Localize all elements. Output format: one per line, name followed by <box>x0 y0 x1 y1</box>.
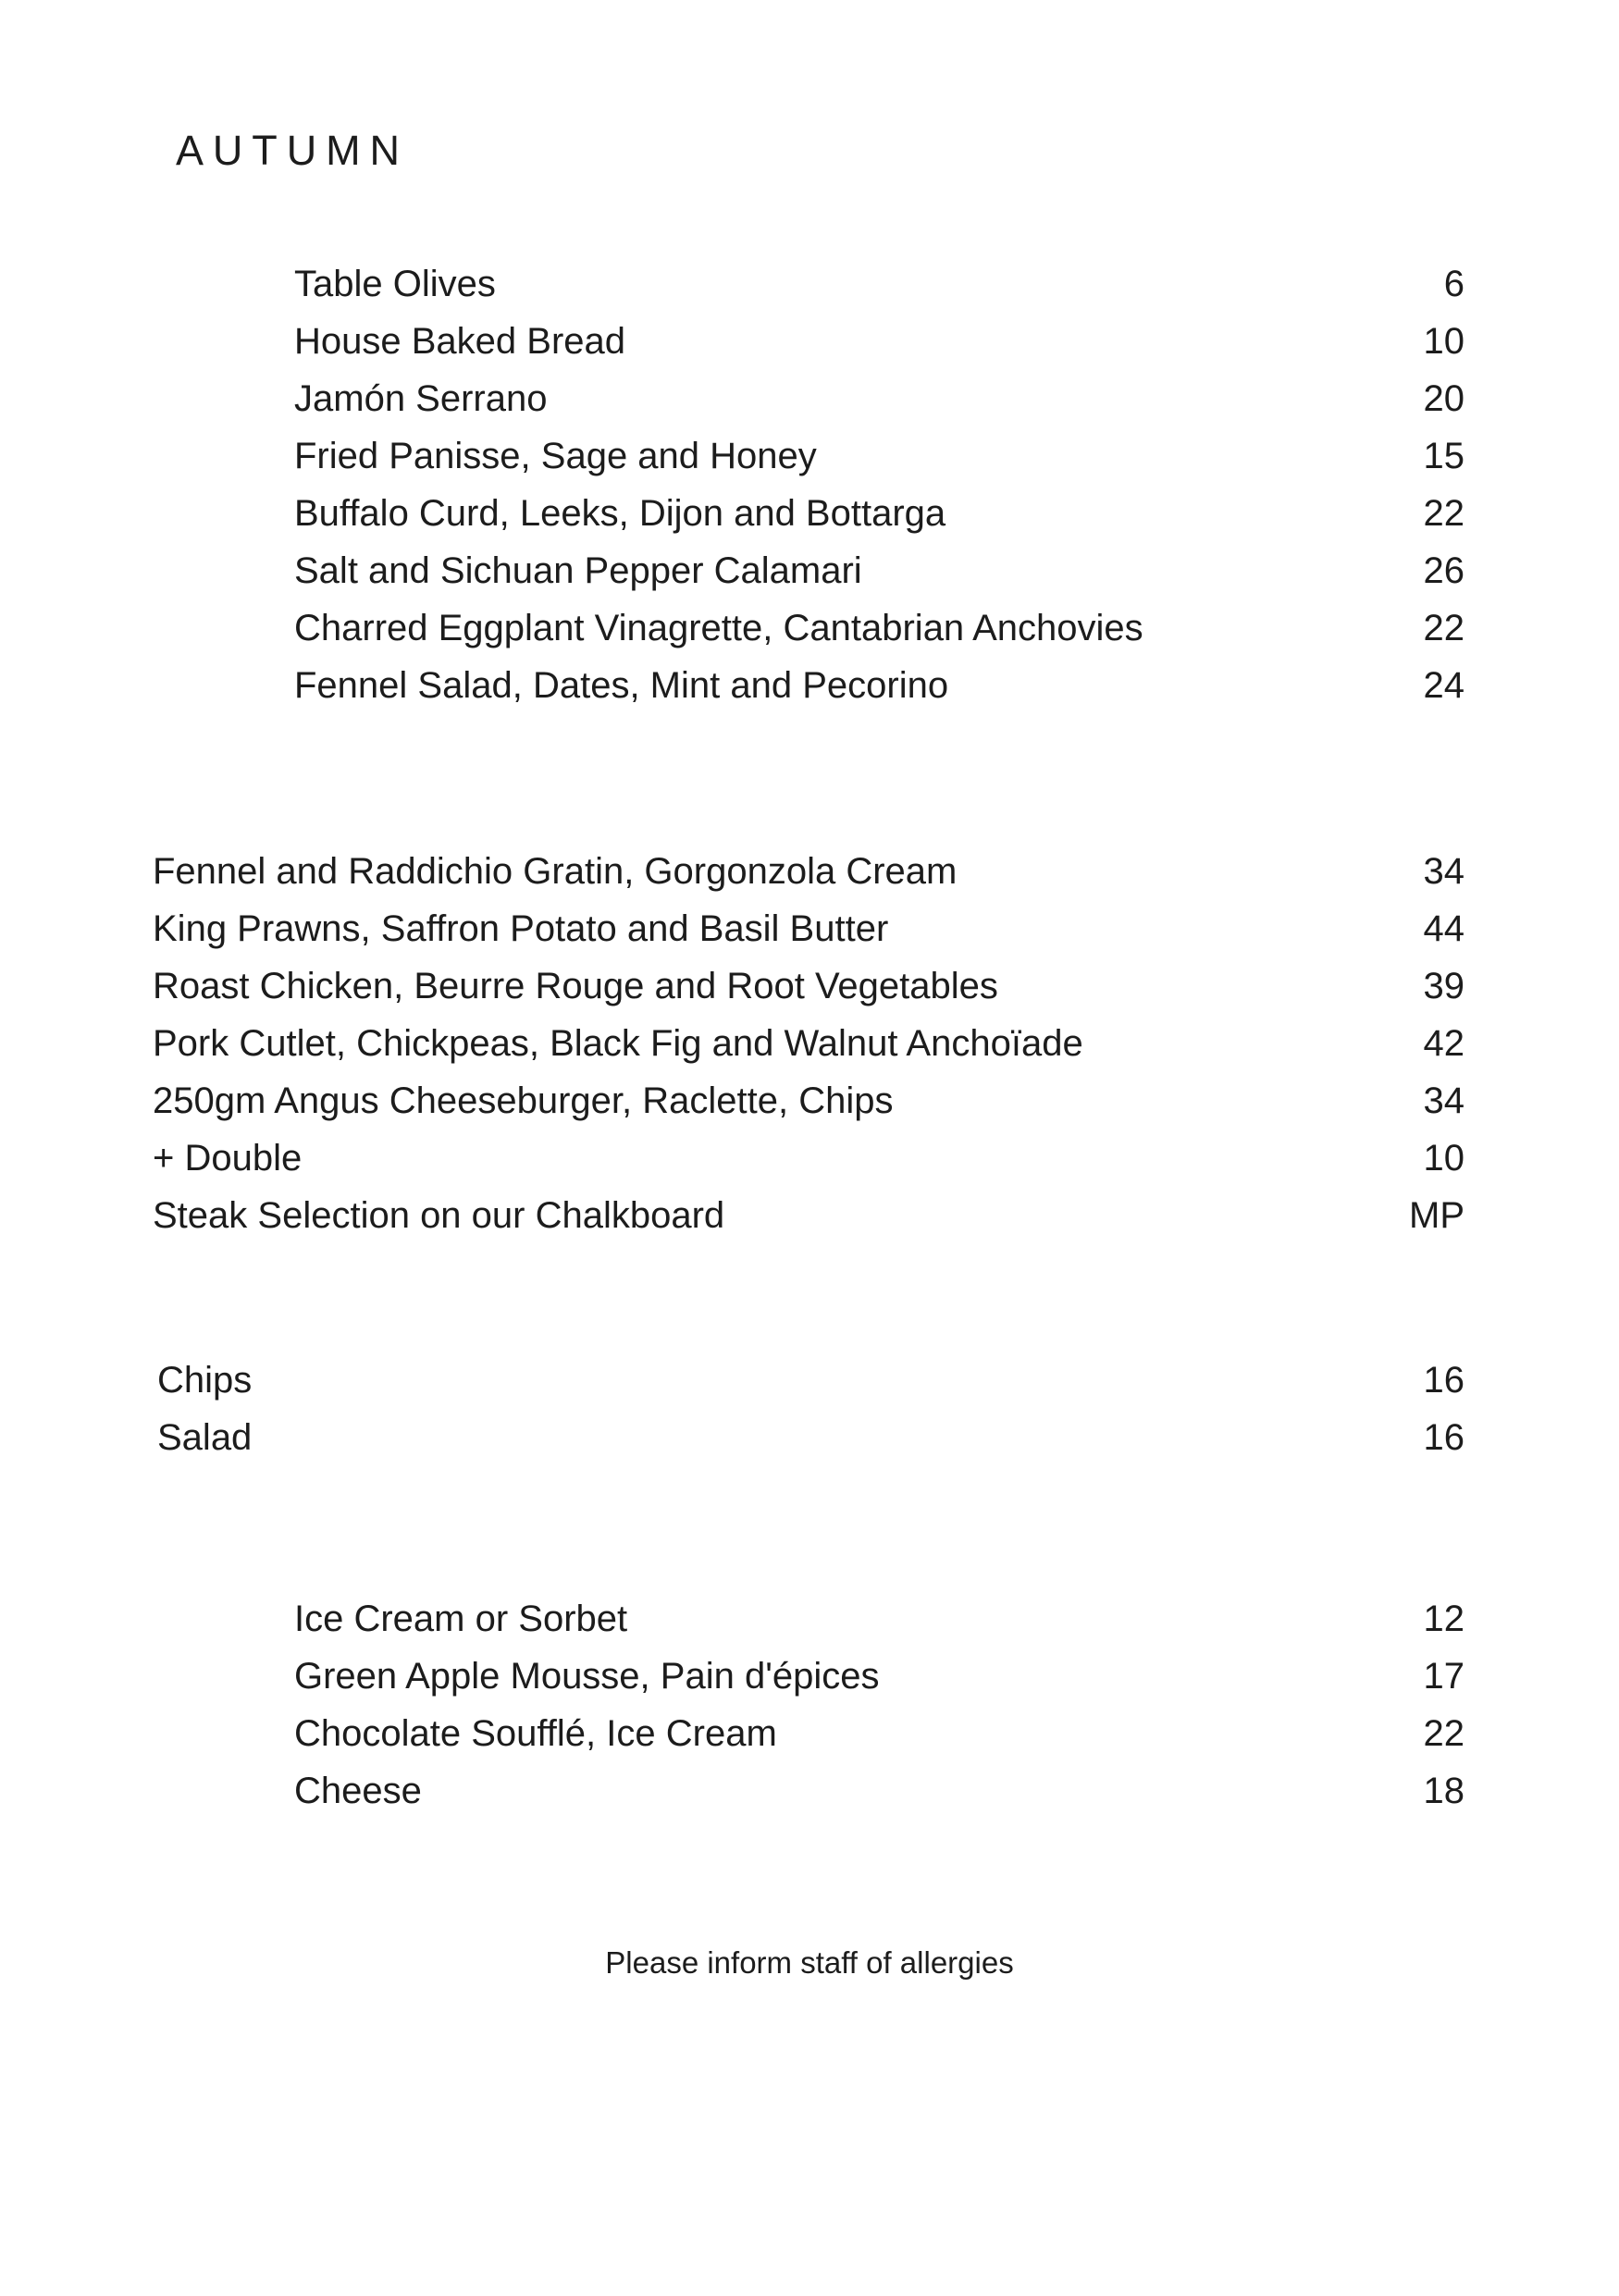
menu-item-price: 22 <box>1423 1713 1465 1754</box>
menu-item-row <box>294 1648 1465 1705</box>
menu-item-price: 16 <box>1423 1417 1465 1458</box>
menu-item-name: Jamón Serrano <box>294 378 548 419</box>
menu-item-row <box>153 1015 1465 1072</box>
menu-item-row <box>294 657 1465 714</box>
menu-item-name: Buffalo Curd, Leeks, Dijon and Bottarga <box>294 493 946 534</box>
menu-item-name: Fennel Salad, Dates, Mint and Pecorino <box>294 665 949 706</box>
menu-item-name: Fennel and Raddichio Gratin, Gorgonzola Cream <box>153 851 958 892</box>
menu-item-name: Green Apple Mousse, Pain d'épices <box>294 1656 880 1697</box>
menu-item-row <box>153 900 1465 957</box>
menu-item-price: 44 <box>1423 908 1465 949</box>
menu-item-name: Chocolate Soufflé, Ice Cream <box>294 1713 777 1754</box>
sides-section <box>157 1352 1465 1466</box>
menu-item-price: 22 <box>1423 493 1465 534</box>
allergy-notice: Please inform staff of allergies <box>605 1945 1014 1980</box>
menu-item-row <box>153 957 1465 1015</box>
menu-item-price: 17 <box>1423 1656 1465 1697</box>
menu-item-name: Charred Eggplant Vinagrette, Cantabrian Anchovies <box>294 608 1143 648</box>
menu-item-price: 10 <box>1423 321 1465 362</box>
menu-item-row <box>294 255 1465 313</box>
menu-item-price: 15 <box>1423 436 1465 476</box>
menu-item-name: Steak Selection on our Chalkboard <box>153 1195 725 1236</box>
menu-item-price: 24 <box>1423 665 1465 706</box>
menu-item-row <box>153 843 1465 900</box>
menu-item-price: 12 <box>1423 1599 1465 1639</box>
menu-item-price: 34 <box>1423 1080 1465 1121</box>
menu-item-row <box>294 1762 1465 1820</box>
menu-item-row <box>294 370 1465 427</box>
menu-item-price: 18 <box>1423 1771 1465 1811</box>
menu-item-name: Fried Panisse, Sage and Honey <box>294 436 817 476</box>
menu-item-name: House Baked Bread <box>294 321 626 362</box>
menu-item-name: + Double <box>153 1138 303 1179</box>
menu-item-row <box>294 1590 1465 1648</box>
menu-item-price: 22 <box>1423 608 1465 648</box>
menu-item-row <box>294 313 1465 370</box>
menu-item-row <box>294 599 1465 657</box>
menu-item-row <box>294 485 1465 542</box>
menu-item-name: Chips <box>157 1360 253 1401</box>
menu-item-row <box>157 1352 1465 1409</box>
menu-item-name: King Prawns, Saffron Potato and Basil Butter <box>153 908 889 949</box>
menu-item-name: Salad <box>157 1417 253 1458</box>
menu-item-name: Cheese <box>294 1771 422 1811</box>
starters-section <box>294 255 1465 714</box>
menu-item-row <box>294 427 1465 485</box>
menu-item-row <box>294 542 1465 599</box>
menu-item-price: 6 <box>1443 264 1465 304</box>
menu-item-price: 26 <box>1423 550 1465 591</box>
menu-item-price: 16 <box>1423 1360 1465 1401</box>
menu-item-name: Pork Cutlet, Chickpeas, Black Fig and Walnut Anchoïade <box>153 1023 1083 1064</box>
menu-item-price: 42 <box>1423 1023 1465 1064</box>
menu-item-name: Roast Chicken, Beurre Rouge and Root Vegetables <box>153 966 998 1006</box>
menu-item-price: 39 <box>1423 966 1465 1006</box>
menu-item-name: Salt and Sichuan Pepper Calamari <box>294 550 862 591</box>
desserts-section <box>294 1590 1465 1820</box>
menu-item-row <box>294 1705 1465 1762</box>
menu-item-price: MP <box>1409 1195 1465 1236</box>
menu-item-row <box>153 1187 1465 1244</box>
mains-section <box>153 843 1465 1244</box>
menu-item-row <box>157 1409 1465 1466</box>
menu-item-price: 10 <box>1423 1138 1465 1179</box>
menu-item-price: 20 <box>1423 378 1465 419</box>
menu-item-price: 34 <box>1423 851 1465 892</box>
menu-item-row <box>153 1129 1465 1187</box>
menu-title: AUTUMN <box>176 127 409 174</box>
menu-item-name: 250gm Angus Cheeseburger, Raclette, Chips <box>153 1080 894 1121</box>
menu-item-name: Ice Cream or Sorbet <box>294 1599 628 1639</box>
menu-item-name: Table Olives <box>294 264 496 304</box>
menu-item-row <box>153 1072 1465 1129</box>
